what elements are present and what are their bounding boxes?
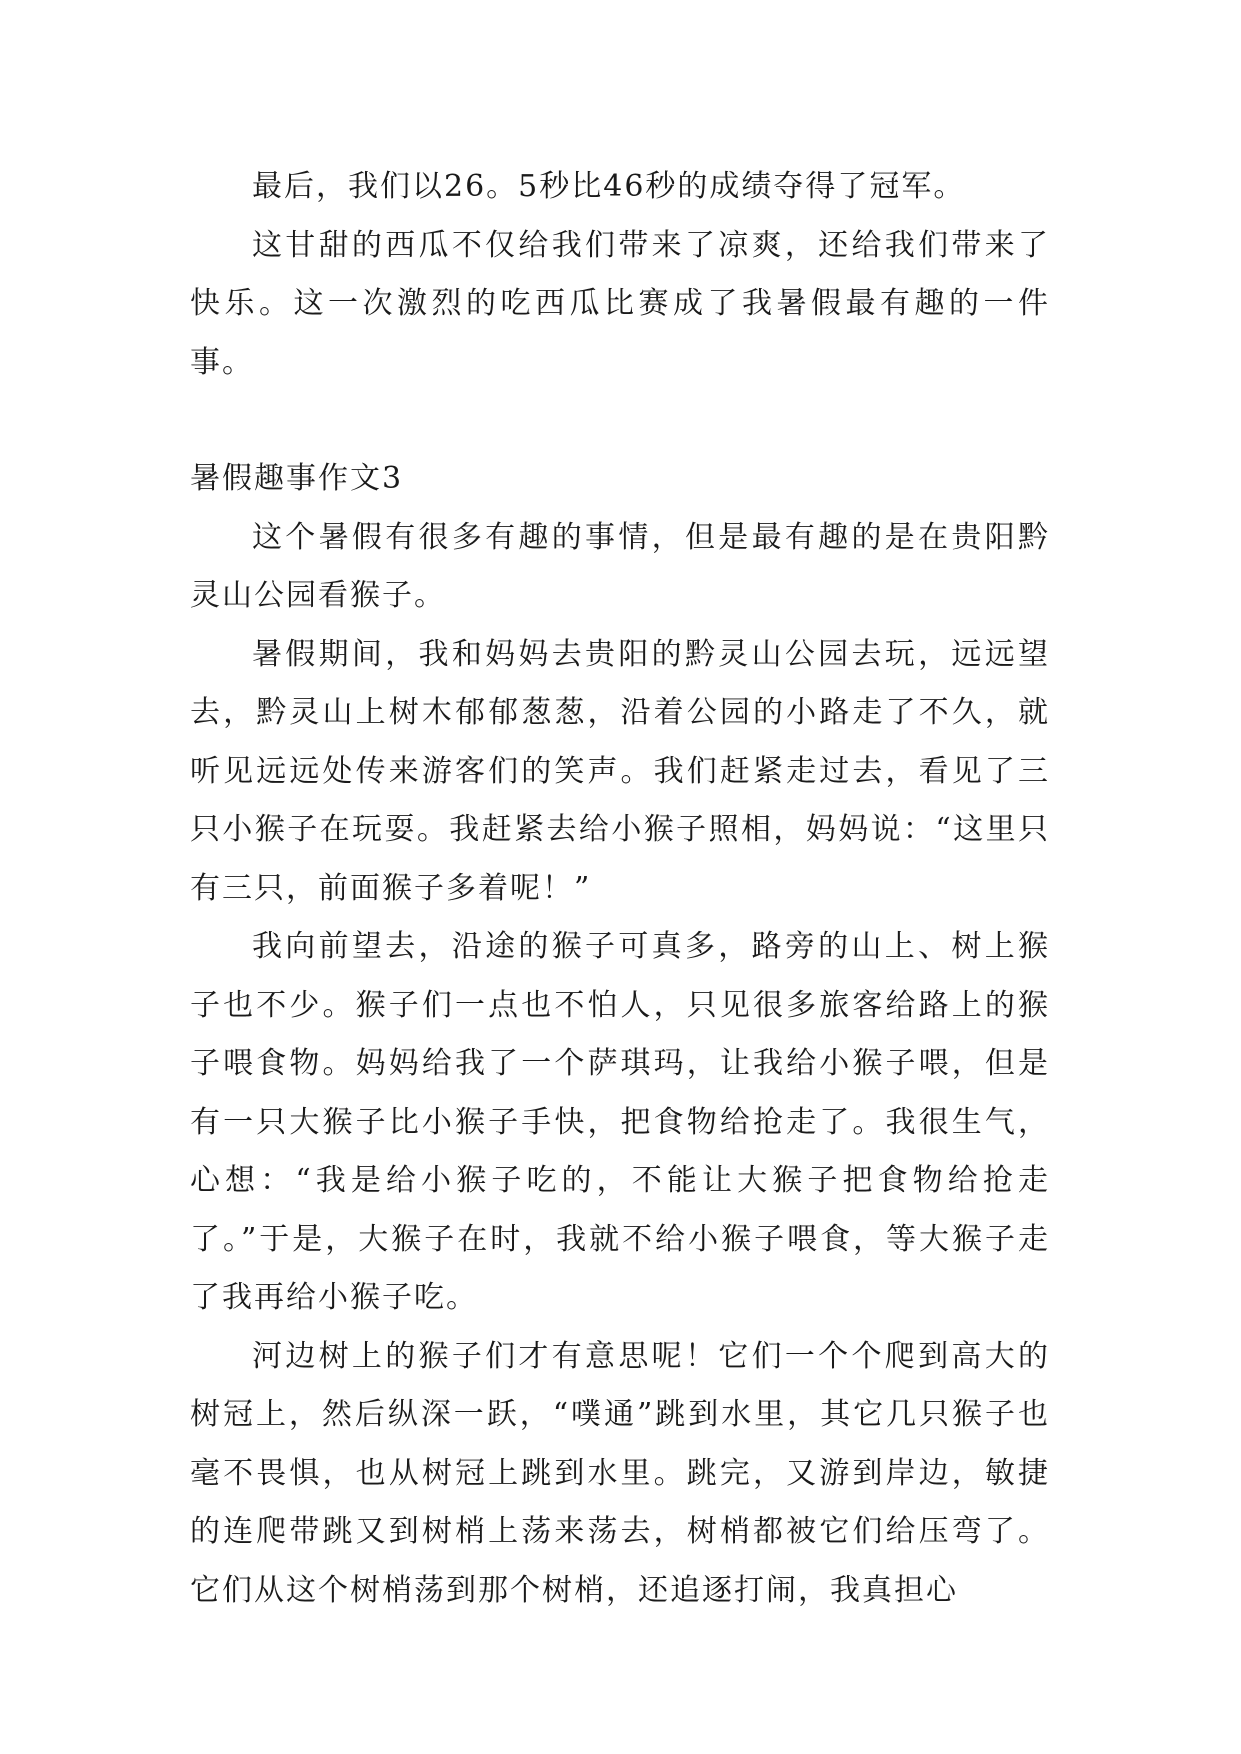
paragraph: 河边树上的猴子们才有意思呢！它们一个个爬到高大的树冠上，然后纵深一跃，“噗通”跳到水里，其它几只猴子也毫不畏惧，也从树冠上跳到水里。跳完，又游到岸边，敏捷的连爬带跳又到树梢上荡来荡去，树梢都被它们给压弯了。它们从这个树梢荡到那个树梢，还追逐打闹，我真担心 [190, 1338, 1050, 1608]
paragraph: 这甘甜的西瓜不仅给我们带来了凉爽，还给我们带来了快乐。这一次激烈的吃西瓜比赛成了我暑假最有趣的一件事。 [190, 227, 1050, 380]
paragraph: 我向前望去，沿途的猴子可真多，路旁的山上、树上猴子也不少。猴子们一点也不怕人，只见很多旅客给路上的猴子喂食物。妈妈给我了一个萨琪玛，让我给小猴子喂，但是有一只大猴子比小猴子手快，把食物给抢走了。我很生气，心想：“我是给小猴子吃的，不能让大猴子把食物给抢走了。”于是，大猴子在时，我就不给小猴子喂食，等大猴子走了我再给小猴子吃。 [190, 929, 1050, 1315]
paragraph: 暑假期间，我和妈妈去贵阳的黔灵山公园去玩，远远望去，黔灵山上树木郁郁葱葱，沿着公园的小路走了不久，就听见远远处传来游客们的笑声。我们赶紧走过去，看见了三只小猴子在玩耍。我赶紧去给小猴子照相，妈妈说：“这里只有三只，前面猴子多着呢！” [190, 636, 1050, 906]
paragraph: 这个暑假有很多有趣的事情，但是最有趣的是在贵阳黔灵山公园看猴子。 [190, 519, 1050, 613]
section-heading: 暑假趣事作文3 [190, 461, 404, 496]
paragraph: 最后，我们以26。5秒比46秒的成绩夺得了冠军。 [252, 169, 966, 204]
document-body [190, 158, 1050, 1620]
